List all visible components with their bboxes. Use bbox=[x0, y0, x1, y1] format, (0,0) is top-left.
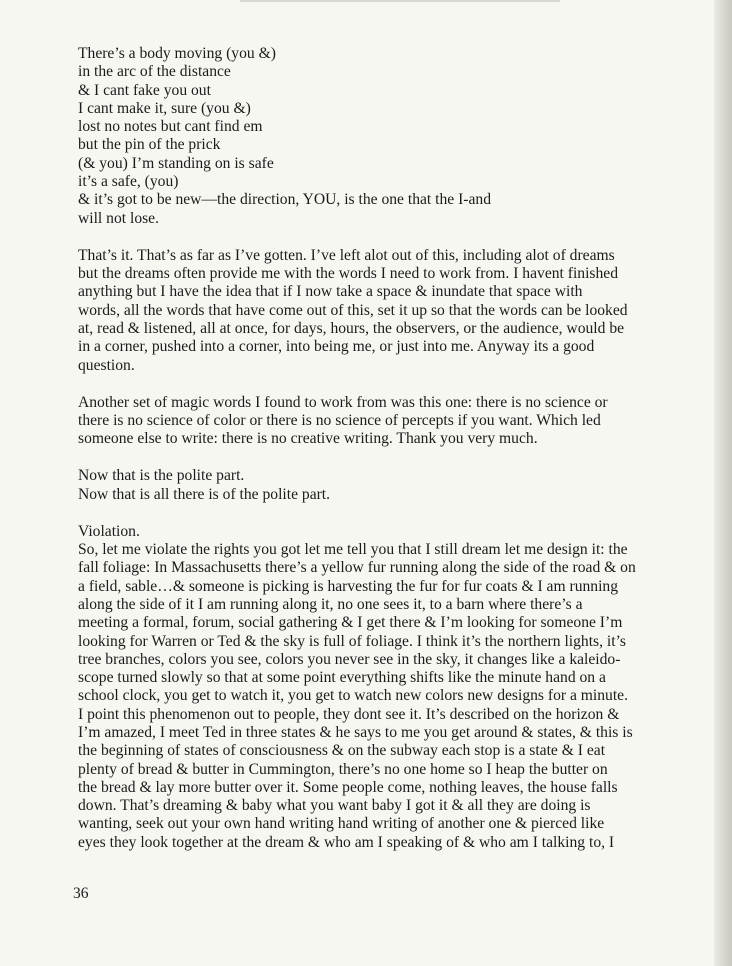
poem-line: & I cant fake you out bbox=[78, 81, 211, 99]
text-line: meeting a formal, forum, social gathering & I get there & I’m looking for someone I’m bbox=[78, 614, 623, 632]
text-line: in a corner, pushed into a corner, into being me, or just into me. Anyway its a good bbox=[78, 338, 595, 356]
text-line: fall foliage: In Massachusetts there’s a yellow fur running along the side of the road & on bbox=[78, 559, 636, 577]
text-line: a field, sable…& someone is picking is harvesting the fur for fur coats & I am running bbox=[78, 577, 619, 595]
text-line: school clock, you get to watch it, you get to watch new colors new designs for a minute. bbox=[78, 687, 628, 705]
text-line: words, all the words that have come out of this, set it up so that the words can be looked bbox=[78, 301, 628, 319]
text-line: but the dreams often provide me with the words I need to work from. I havent finished bbox=[78, 265, 619, 283]
poem-stanza bbox=[78, 45, 688, 228]
text-line: anything but I have the idea that if I now take a space & inundate that space with bbox=[78, 283, 583, 301]
page-spine-shadow bbox=[714, 0, 732, 966]
text-line: question. bbox=[78, 356, 135, 374]
text-line: So, let me violate the rights you got let me tell you that I still dream let me design it: the bbox=[78, 541, 628, 559]
text-line: down. That’s dreaming & baby what you want baby I got it & all they are doing is bbox=[78, 797, 591, 815]
text-line: along the side of it I am running along it, no one sees it, to a barn where there’s a bbox=[78, 595, 583, 613]
page-text bbox=[78, 45, 688, 852]
paragraph-magic-words bbox=[78, 394, 688, 449]
poem-line: in the arc of the distance bbox=[78, 63, 231, 81]
text-line: looking for Warren or Ted & the sky is full of foliage. I think it’s the northern lights, it’s bbox=[78, 632, 626, 650]
poem-line: lost no notes but cant find em bbox=[78, 118, 263, 136]
poem-line: I cant make it, sure (you &) bbox=[78, 99, 251, 117]
text-line: scope turned slowly so that at some point everything shifts like the minute hand on a bbox=[78, 669, 606, 687]
poem-line: There’s a body moving (you &) bbox=[78, 45, 276, 62]
poem-line: & it’s got to be new—the direction, YOU, is the one that the I-and bbox=[78, 191, 491, 209]
text-line: at, read & listened, all at once, for days, hours, the observers, or the audience, would be bbox=[78, 319, 625, 337]
text-line: wanting, seek out your own hand writing hand writing of another one & pierced like bbox=[78, 815, 605, 833]
text-line: That’s it. That’s as far as I’ve gotten. I’ve left alot out of this, including alot of dreams bbox=[78, 246, 615, 264]
text-line: someone else to write: there is no creative writing. Thank you very much. bbox=[78, 430, 538, 448]
text-line: Now that is all there is of the polite part. bbox=[78, 485, 331, 503]
text-line: the bread & lay more butter over it. Some people come, nothing leaves, the house falls bbox=[78, 778, 618, 796]
text-line: Another set of magic words I found to work from was this one: there is no science or bbox=[78, 393, 608, 411]
page-top-edge bbox=[240, 0, 560, 2]
text-line: Violation. bbox=[78, 522, 140, 540]
text-line: I’m amazed, I meet Ted in three states & he says to me you get around & states, & this is bbox=[78, 723, 633, 741]
paragraph-violation bbox=[78, 523, 688, 852]
poem-line: (& you) I’m standing on is safe bbox=[78, 154, 274, 172]
paragraph-thats-it bbox=[78, 247, 688, 375]
poem-line: it’s a safe, (you) bbox=[78, 173, 179, 191]
text-line: there is no science of color or there is no science of percepts if you want. Which led bbox=[78, 411, 601, 429]
text-line: the beginning of states of consciousness & on the subway each stop is a state & I eat bbox=[78, 742, 606, 760]
text-line: plenty of bread & butter in Cummington, there’s no one home so I heap the butter on bbox=[78, 760, 608, 778]
text-line: eyes they look together at the dream & who am I speaking of & who am I talking to, I bbox=[78, 833, 615, 851]
page-number: 36 bbox=[73, 885, 89, 902]
paragraph-polite bbox=[78, 467, 688, 504]
poem-line: but the pin of the prick bbox=[78, 136, 221, 154]
poem-line: will not lose. bbox=[78, 209, 159, 227]
text-line: tree branches, colors you see, colors you never see in the sky, it changes like a kaleido- bbox=[78, 650, 621, 668]
text-line: I point this phenomenon out to people, they dont see it. It’s described on the horizon & bbox=[78, 705, 620, 723]
text-line: Now that is the polite part. bbox=[78, 467, 245, 485]
